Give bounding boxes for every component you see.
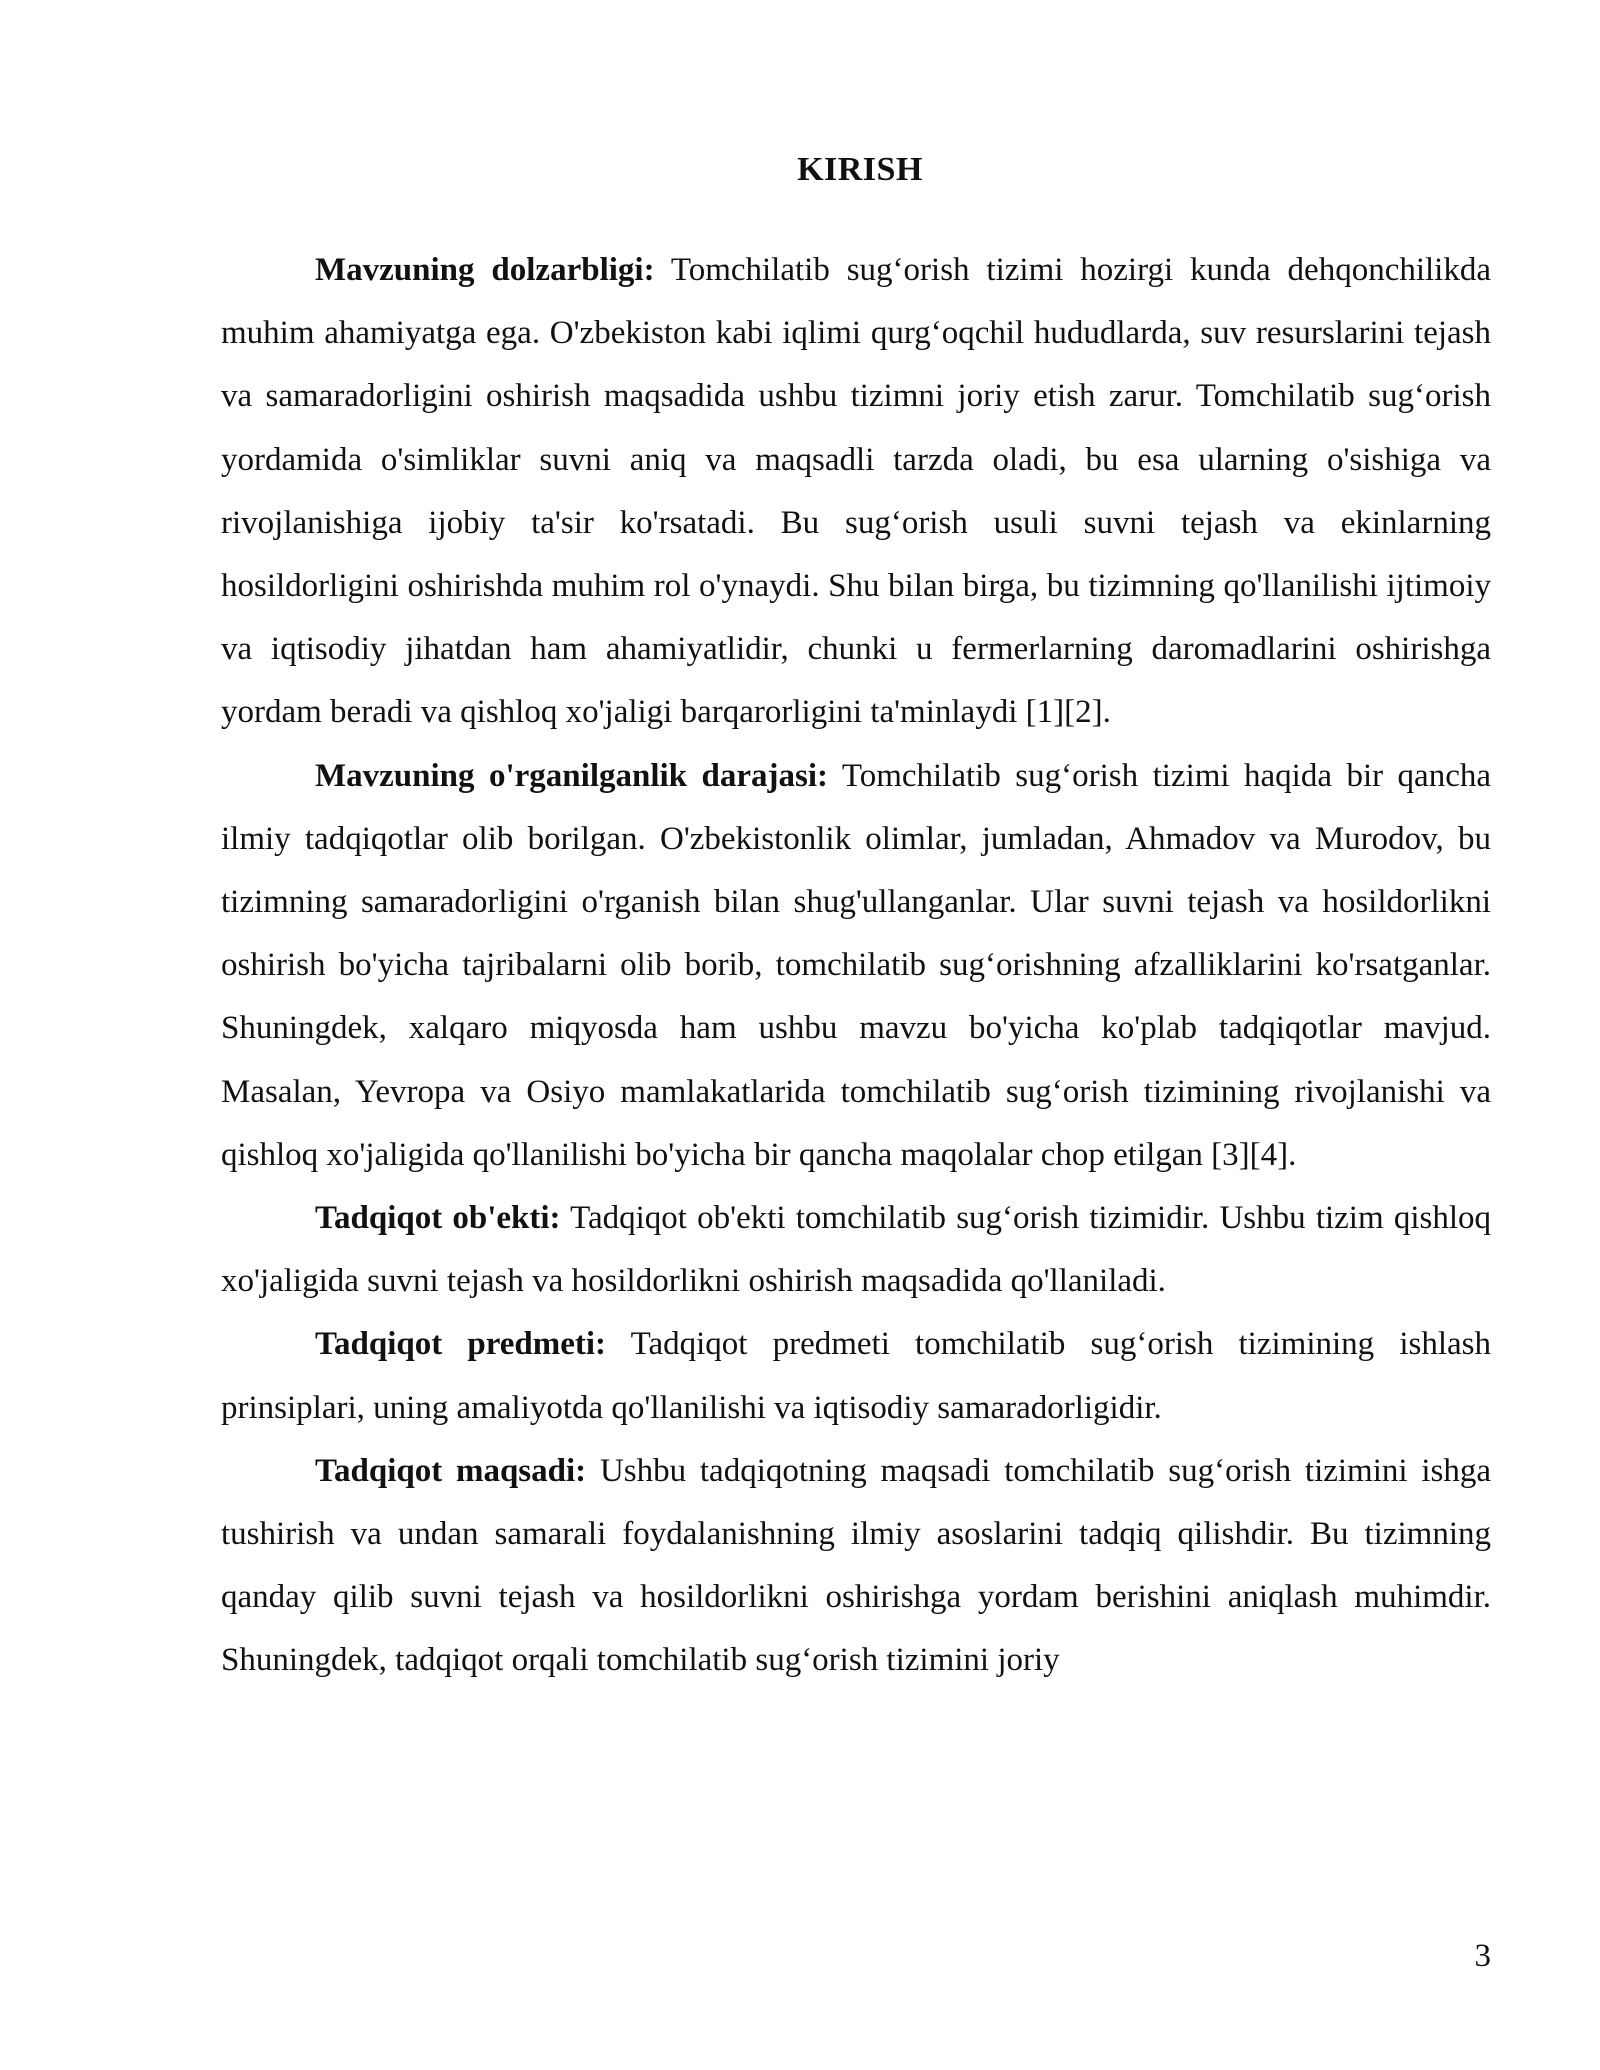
paragraph-text: Tomchilatib sug‘orish tizimi haqida bir qancha ilmiy tadqiqotlar olib borilgan. O'zbekistonlik olimlar, jumladan, Ahmadov va Murodov, bu tizimning samaradorligini o'rganish bilan shug'ullanganlar. Ular suvni tejash va hosildorlikni oshirish bo'yicha tajribalarni olib borib, tomchilatib sug‘orishning afzalliklarini ko'rsatganlar. Shuningdek, xalqaro miqyosda ham ushbu mavzu bo'yicha ko'plab tadqiqotlar mavjud. Masalan, Yevropa va Osiyo mamlakatlarida tomchilatib sug‘orish tizimining rivojlanishi va qishloq xo'jaligida qo'llanilishi bo'yicha bir qancha maqolalar chop etilgan [3][4]. xyxy=(221,757,1492,1173)
page-heading: KIRISH xyxy=(797,151,923,188)
paragraph-study-level xyxy=(221,745,1491,1187)
paragraph-text: Tadqiqot ob'ekti tomchilatib sug‘orish tizimidir. Ushbu tizim qishloq xo'jaligida suvni tejash va hosildorlikni oshirish maqsadida qo'llaniladi. xyxy=(221,1200,1491,1300)
paragraph-text: Ushbu tadqiqotning maqsadi tomchilatib sug‘orish tizimini ishga tushirish va undan samarali foydalanishning ilmiy asoslarini tadqiq qilishdir. Bu tizimning qanday qilib suvni tejash va hosildorlikni oshirishga yordam berishini aniqlash muhimdir. Shuningdek, tadqiqot orqali tomchilatib sug‘orish tizimini joriy xyxy=(221,1452,1491,1679)
paragraph-lead: Mavzuning o'rganilganlik darajasi: xyxy=(315,757,828,794)
document-body xyxy=(221,239,1491,1693)
page-number: 3 xyxy=(1474,1938,1491,1974)
paragraph-research-subject xyxy=(221,1313,1491,1439)
paragraph-research-goal xyxy=(221,1440,1491,1693)
paragraph-lead: Tadqiqot predmeti: xyxy=(315,1326,607,1363)
paragraph-relevance xyxy=(221,239,1491,745)
paragraph-lead: Tadqiqot maqsadi: xyxy=(315,1452,587,1489)
paragraph-text: Tadqiqot predmeti tomchilatib sug‘orish tizimining ishlash prinsiplari, uning amaliyotda qo'llanilishi va iqtisodiy samaradorligidir. xyxy=(221,1326,1491,1426)
paragraph-lead: Tadqiqot ob'ekti: xyxy=(315,1200,561,1237)
paragraph-research-object xyxy=(221,1187,1491,1313)
paragraph-lead: Mavzuning dolzarbligi: xyxy=(315,252,655,288)
paragraph-text: Tomchilatib sug‘orish tizimi hozirgi kunda dehqonchilikda muhim ahamiyatga ega. O'zbekiston kabi iqlimi qurg‘oqchil hududlarda, suv resurslarini tejash va samaradorligini oshirish maqsadida ushbu tizimni joriy etish zarur. Tomchilatib sug‘orish yordamida o'simliklar suvni aniq va maqsadli tarzda oladi, bu esa ularning o'sishiga va rivojlanishiga ijobiy ta'sir ko'rsatadi. Bu sug‘orish usuli suvni tejash va ekinlarning hosildorligini oshirishda muhim rol o'ynaydi. Shu bilan birga, bu tizimning qo'llanilishi ijtimoiy va iqtisodiy jihatdan ham ahamiyatlidir, chunki u fermerlarning daromadlarini oshirishga yordam beradi va qishloq xo'jaligi barqarorligini ta'minlaydi [1][2]. xyxy=(221,252,1491,731)
